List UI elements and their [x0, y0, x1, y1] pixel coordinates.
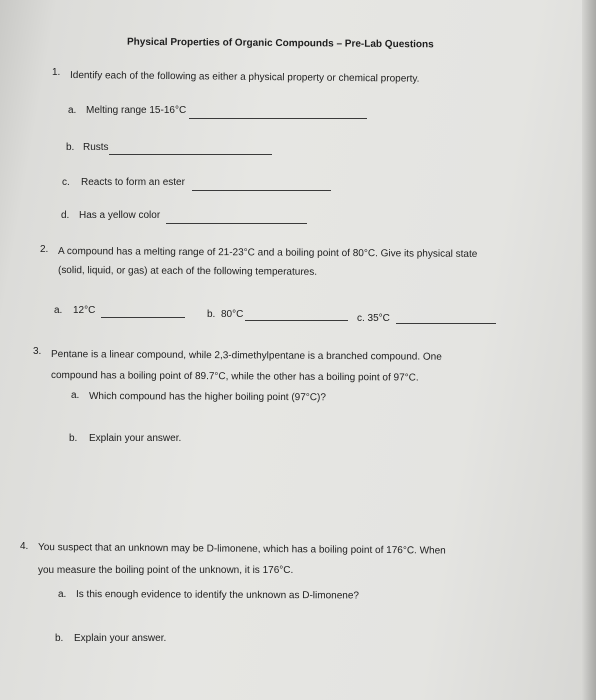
q4-line2: you measure the boiling point of the unknown, it is 176°C. — [38, 565, 294, 576]
q3-number: 3. — [33, 346, 42, 357]
q3b-letter: b. — [69, 433, 78, 444]
q2-line1: A compound has a melting range of 21-23°C and a boiling point of 80°C. Give its physical state — [57, 246, 478, 260]
q1c-text: Reacts to form an ester — [81, 177, 185, 188]
q4b-letter: b. — [55, 633, 64, 644]
q1d-answer-line[interactable] — [166, 223, 307, 224]
page-edge-shadow — [582, 0, 596, 700]
q1d-text: Has a yellow color — [79, 210, 161, 221]
q2-number: 2. — [40, 244, 49, 255]
q2c-text: c. 35°C — [357, 313, 390, 324]
q1b-answer-line[interactable] — [109, 154, 272, 155]
q2a-letter: a. — [54, 305, 63, 316]
q1c-letter: c. — [62, 177, 70, 188]
page-title: Physical Properties of Organic Compounds – Pre-Lab Questions — [126, 36, 434, 51]
q1b-letter: b. — [66, 142, 75, 153]
q1-number: 1. — [52, 67, 61, 78]
q4a-text: Is this enough evidence to identify the unknown as D-limonene? — [75, 589, 359, 602]
q4b-text: Explain your answer. — [74, 633, 167, 644]
q1-prompt: Identify each of the following as either a physical property or chemical property. — [69, 70, 420, 85]
q3a-letter: a. — [71, 390, 80, 401]
q4-line1: You suspect that an unknown may be D-limonene, which has a boiling point of 176°C. When — [37, 542, 446, 557]
q2b-letter: b. — [207, 309, 216, 320]
q1c-answer-line[interactable] — [192, 190, 331, 191]
q1a-text: Melting range 15-16°C — [86, 105, 187, 116]
q3a-text: Which compound has the higher boiling point (97°C)? — [88, 391, 326, 404]
q1d-letter: d. — [61, 210, 70, 221]
q2c-answer-line[interactable] — [396, 323, 496, 324]
q4-number: 4. — [20, 541, 29, 552]
q2-line2: (solid, liquid, or gas) at each of the following temperatures. — [57, 265, 318, 278]
q3b-text: Explain your answer. — [89, 433, 182, 444]
q2b-answer-line[interactable] — [245, 320, 348, 321]
q2b-text: 80°C — [221, 309, 244, 320]
q3-line1: Pentane is a linear compound, while 2,3-dimethylpentane is a branched compound. One — [50, 349, 442, 363]
q1b-text: Rusts — [83, 142, 109, 153]
q2a-answer-line[interactable] — [101, 317, 185, 318]
q2a-text: 12°C — [73, 305, 96, 316]
q1a-letter: a. — [68, 105, 77, 116]
q3-line2: compound has a boiling point of 89.7°C, while the other has a boiling point of 97°C. — [50, 370, 419, 384]
q4a-letter: a. — [58, 589, 67, 600]
q1a-answer-line[interactable] — [189, 118, 367, 119]
